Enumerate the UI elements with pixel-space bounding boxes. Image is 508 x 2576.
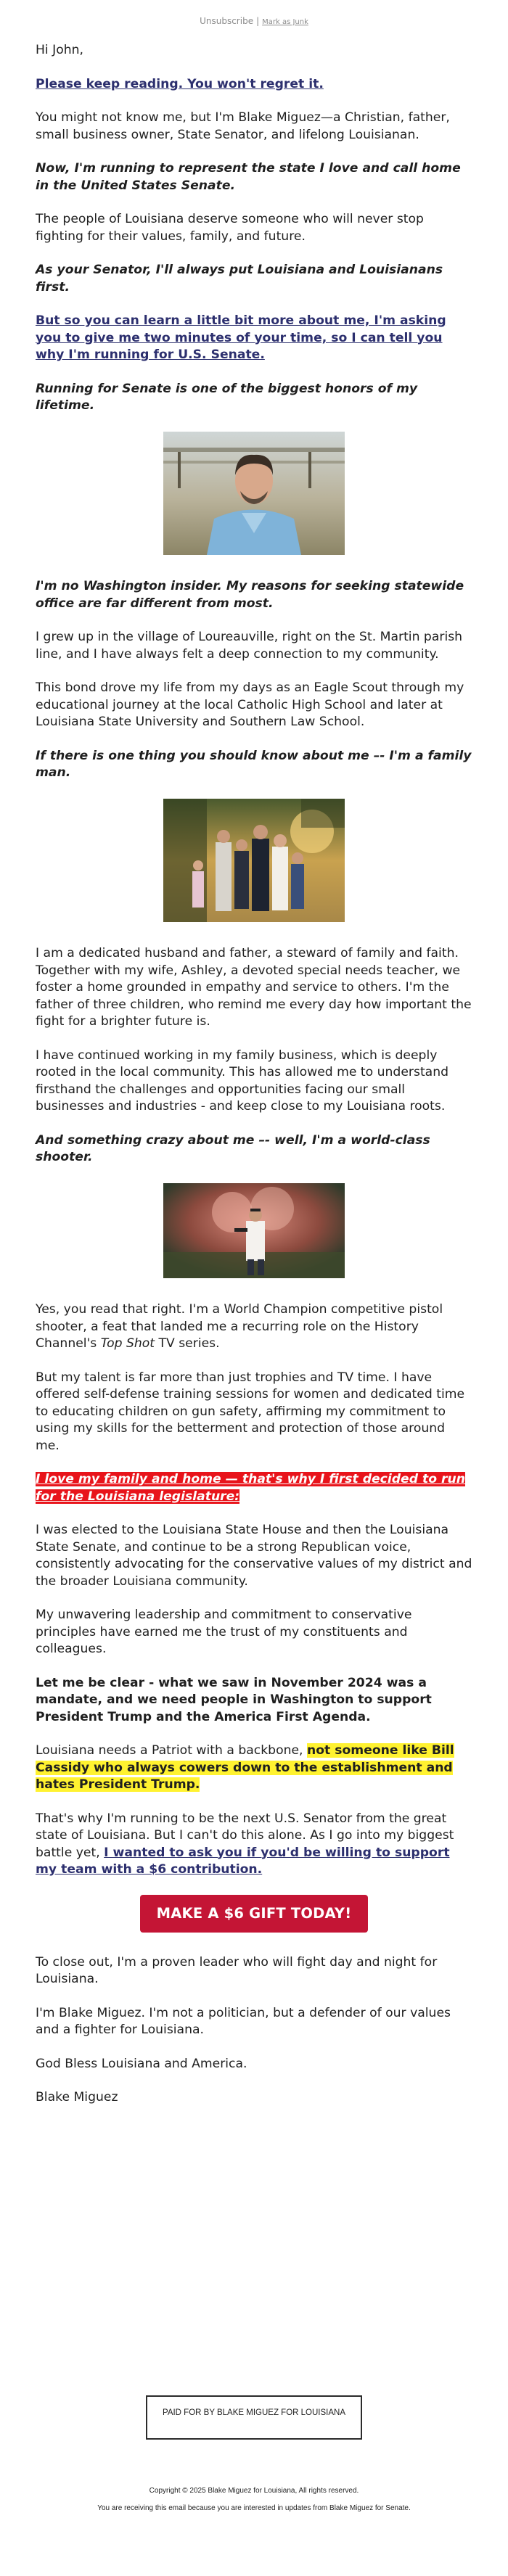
deserve-paragraph: The people of Louisiana deserve someone who will never stop fighting for their values, family, and future.: [36, 212, 424, 244]
email-body: [36, 42, 472, 2123]
running-statement: Now, I'm running to represent the state I love and call home in the United States Senate.: [36, 161, 461, 193]
champion-paragraph: [36, 1301, 472, 1353]
husband-paragraph: I am a dedicated husband and father, a steward of family and faith. Together with my wife, Ashley, a devoted special needs teacher, we foster a home grounded in empathy and service to others. I'm the father of three children, who remind me every day how important the fight for a brighter future is.: [36, 946, 472, 1029]
email-header-links: [0, 16, 508, 26]
learn-more-link[interactable]: But so you can learn a little bit more about me, I'm asking you to give me two minutes of your time, so I can tell you why I'm running for U.S. Senate.: [36, 313, 446, 362]
family-man-statement: If there is one thing you should know about me –- I'm a family man.: [36, 748, 472, 780]
close-out-paragraph: To close out, I'm a proven leader who will fight day and night for Louisiana.: [36, 1954, 438, 1986]
next-senator-text: That's why I'm running to be the next U.S. Senator from the great state of Louisiana. But I can't do this alone. As I go into my biggest battle yet,: [36, 1811, 454, 1860]
leadership-paragraph: My unwavering leadership and commitment to conservative principles have earned me the trust of my constituents and colleagues.: [36, 1608, 412, 1656]
love-family-highlight-link[interactable]: I love my family and home — that's why I first decided to run for the Louisiana legislature:: [36, 1472, 465, 1504]
signature: Blake Miguez: [36, 2090, 118, 2104]
separator: |: [256, 16, 260, 26]
elected-paragraph: I was elected to the Louisiana State House and then the Louisiana State Senate, and continue to be a strong Republican voice, consistently advocating for the conservative values of my district and the broader Louisiana community.: [36, 1523, 472, 1589]
champion-text-1: Yes, you read that right. I'm a World Champion competitive pistol shooter, a feat that landed me a recurring role on the History Channel's: [36, 1302, 443, 1351]
contribution-link[interactable]: I wanted to ask you if you'd be willing to support my team with a $6 contribution.: [36, 1845, 450, 1877]
next-senator-paragraph: [36, 1811, 472, 1879]
keep-reading-link[interactable]: Please keep reading. You won't regret it.: [36, 76, 324, 91]
bond-paragraph: This bond drove my life from my days as an Eagle Scout through my educational journey at the local Catholic High School and later at Louisiana State University and Southern Law School.: [36, 680, 464, 729]
insider-statement: I'm no Washington insider. My reasons for seeking statewide office are far different from most.: [36, 579, 464, 611]
mandate-statement: Let me be clear - what we saw in November 2024 was a mandate, and we need people in Washington to support President Trump and the America First Agenda.: [36, 1675, 432, 1724]
not-politician-paragraph: I'm Blake Miguez. I'm not a politician, but a defender of our values and a fighter for Louisiana.: [36, 2005, 451, 2037]
intro-paragraph: You might not know me, but I'm Blake Miguez—a Christian, father, small business owner, State Senator, and lifelong Louisianan.: [36, 110, 450, 142]
patriot-paragraph: [36, 1742, 472, 1794]
crazy-statement: And something crazy about me –- well, I'm a world-class shooter.: [36, 1132, 430, 1164]
cassidy-highlight: not someone like Bill Cassidy who always cowers down to the establishment and hates President Trump.: [36, 1743, 454, 1792]
greeting: Hi John,: [36, 43, 83, 57]
business-paragraph: I have continued working in my family business, which is deeply rooted in the local community. This has allowed me to understand firsthand the challenges and opportunities facing our small businesses and industries - and keep close to my Louisiana roots.: [36, 1048, 449, 1114]
top-shot-title: Top Shot: [100, 1336, 155, 1351]
champion-text-2: TV series.: [155, 1336, 220, 1351]
unsubscribe-link[interactable]: Unsubscribe: [200, 16, 254, 26]
talent-paragraph: But my talent is far more than just trophies and TV time. I have offered self-defense training sessions for women and dedicated time to educating children on gun safety, affirming my commitment to using my skills for the betterment and protection of those around me.: [36, 1370, 465, 1453]
always-put-statement: As your Senator, I'll always put Louisiana and Louisianans first.: [36, 263, 443, 295]
patriot-text: Louisiana needs a Patriot with a backbone,: [36, 1743, 307, 1758]
grew-up-paragraph: I grew up in the village of Loureauville, right on the St. Martin parish line, and I have always felt a deep connection to my community.: [36, 630, 463, 662]
shooter-photo: [163, 1183, 345, 1278]
candidate-portrait-photo: [163, 432, 345, 555]
family-photo: [163, 799, 345, 922]
paid-for-disclaimer: PAID FOR BY BLAKE MIGUEZ FOR LOUISIANA: [146, 2395, 362, 2440]
blessing: God Bless Louisiana and America.: [36, 2056, 247, 2071]
copyright-notice: Copyright © 2025 Blake Miguez for Louisiana, All rights reserved.: [149, 2487, 359, 2495]
donate-cta-button[interactable]: MAKE A $6 GIFT TODAY!: [140, 1895, 368, 1933]
receiving-notice: You are receiving this email because you are interested in updates from Blake Miguez for Senate.: [97, 2504, 411, 2512]
mark-as-junk-link[interactable]: Mark as Junk: [262, 18, 308, 26]
honor-statement: Running for Senate is one of the biggest honors of my lifetime.: [36, 381, 418, 413]
